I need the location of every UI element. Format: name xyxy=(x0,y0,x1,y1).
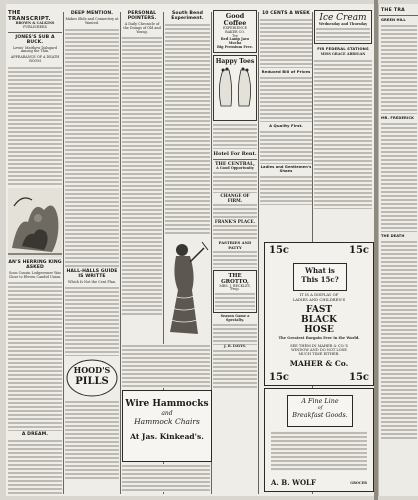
change-of-firm: CHANGE OF FIRM. xyxy=(220,192,250,203)
breakfast-inner-box xyxy=(287,395,353,427)
headline: South Bend Experiment. xyxy=(171,11,204,21)
article-text xyxy=(65,28,119,268)
article-text xyxy=(260,18,312,68)
coffee-ad xyxy=(213,10,257,53)
hoods-brand: HOOD'S xyxy=(73,365,111,376)
breakfast-line3: Breakfast Goods. xyxy=(292,411,348,419)
article-text xyxy=(8,281,62,431)
ice-cream-title: Ice Cream xyxy=(319,13,367,23)
woman-illustration xyxy=(164,236,210,342)
ad-text xyxy=(213,349,257,389)
hammock-ad xyxy=(122,390,212,462)
story-subhead: Soon Cousin Lodgeowner Was Close to Eleven Candid Union. xyxy=(8,270,62,279)
column-rule xyxy=(258,12,259,494)
divider xyxy=(8,32,62,33)
coffee-price: Big Premium Free. xyxy=(217,44,253,49)
feet-illustration xyxy=(215,66,255,110)
happy-toes-ad xyxy=(213,55,257,121)
fir-sub: MISS GRACE ARRIGAN xyxy=(320,51,366,56)
see-line1: SEE THEM IN MAHER & CO.'S xyxy=(290,344,348,348)
display-line1: IT IS A DISPLAY OF xyxy=(299,292,339,297)
ad-text xyxy=(213,250,257,268)
ad-text xyxy=(213,123,257,149)
ice-cream-ad xyxy=(314,10,372,44)
hose-word: HOSE xyxy=(304,325,334,335)
next-page-edge xyxy=(378,4,418,496)
price-bottom-left: 15c xyxy=(269,372,290,383)
article-text xyxy=(65,400,119,480)
tagline: The Greatest Bargain Ever in the World. xyxy=(278,336,360,340)
dream-headline: A DREAM. xyxy=(21,432,49,438)
ad-text xyxy=(213,224,257,240)
hoods-pills: PILLS xyxy=(75,376,109,388)
article-text xyxy=(165,23,210,238)
article-text xyxy=(8,66,62,186)
column-5 xyxy=(213,10,257,496)
maher-name: MAHER & Co. xyxy=(289,359,349,368)
article-text xyxy=(314,59,372,209)
wolf-grocer: GROCER xyxy=(350,481,367,486)
column-6 xyxy=(260,10,312,260)
black-word: BLACK xyxy=(301,315,337,325)
price-top-left: 15c xyxy=(269,245,290,256)
fast-word: FAST xyxy=(305,305,333,315)
central-heading: THE CENTRAL, xyxy=(215,161,255,167)
newspaper-page xyxy=(6,4,374,496)
hotel-for-rent: Hotel For Rent. xyxy=(213,150,257,157)
next-page-head2: MR. FREDERICK xyxy=(381,116,414,120)
question-line2: This 15c? xyxy=(301,275,339,284)
happy-toes-title: Happy Toes xyxy=(215,57,255,65)
headline: PERSONAL POINTERS. xyxy=(127,11,157,21)
hose-ad xyxy=(264,242,374,386)
next-page-title: THE TRA xyxy=(381,8,406,13)
article-text-lower xyxy=(122,344,210,388)
next-page-head3: THE DEATH xyxy=(381,234,405,238)
central-sub: A Good Opportunity xyxy=(216,165,254,170)
column-2 xyxy=(65,10,119,496)
story-headline: AN'S HERRING KING ASKED xyxy=(8,259,62,270)
grotto-ad xyxy=(213,270,257,314)
price-bottom-right: 15c xyxy=(348,372,369,383)
article-text xyxy=(260,76,312,122)
hammock-line1: Wire Hammocks xyxy=(125,399,209,409)
masthead-publisher: BROWN & CALKINS xyxy=(15,21,55,25)
coffee-sub1: EXPERIENCE xyxy=(222,26,248,30)
price-top-right: 15c xyxy=(348,245,369,256)
breakfast-line1: A Fine Line xyxy=(301,397,339,405)
masthead-title: THE TRANSCRIPT. xyxy=(8,10,51,22)
column-rule xyxy=(120,12,121,494)
article-text xyxy=(260,130,312,164)
ad-text xyxy=(213,171,257,193)
see-line3: MUCH TIME EITHER. xyxy=(298,352,340,356)
column-7 xyxy=(314,10,372,260)
next-page-head1: GREEN HILL xyxy=(381,18,406,22)
article-text xyxy=(8,439,62,496)
hall-headline: HALL-HALLS GUIDE IS WRITTE xyxy=(66,268,118,279)
ad-text xyxy=(213,323,257,345)
masthead-sub: PUBLISHERS xyxy=(23,24,47,29)
article-text xyxy=(260,175,312,205)
hoods-pills-ad xyxy=(65,358,119,398)
hammock-line4: At Jas. Kinkead's. xyxy=(130,432,204,441)
ice-cream-sub: Wednesday and Thursday xyxy=(318,22,368,26)
hall-subhead: Which Is Not the Cent Plan. xyxy=(67,279,117,284)
article-text xyxy=(122,36,162,316)
franks-place: FRANK'S PLACE. xyxy=(214,218,256,224)
shoes-heading: Ladies and Gentlemen's Shoes xyxy=(260,165,312,173)
engraving-illustration xyxy=(8,188,62,258)
coffee-sub2: BAKER CO. xyxy=(225,29,245,34)
davis-name: J. B. DAVIS. xyxy=(224,343,246,348)
article-text-bottom xyxy=(122,464,210,492)
patterns-heading: PASTRIES AND PATTY xyxy=(218,239,252,250)
hammock-line2: and xyxy=(161,410,173,417)
coffee-title: Good Coffee xyxy=(223,12,247,27)
column-1 xyxy=(8,10,62,496)
wolf-name: A. B. WOLF xyxy=(271,478,316,487)
subhead: Lewis' Matthew Dalsgard Among the Thin. xyxy=(13,45,57,54)
cents-heading: 10 CENTS A WEEK xyxy=(262,11,310,16)
see-line2: WINDOW AND DO NOT LOSE xyxy=(291,348,347,352)
question-line1: What is xyxy=(305,266,335,275)
quality-first: A Quality First. xyxy=(269,123,303,128)
reduced-prices: Reduced Bill of Prices xyxy=(261,69,311,74)
coffee-try: Try xyxy=(232,33,238,38)
fir-heading: FIR FEDERAL STATIONS xyxy=(317,45,369,51)
breakfast-line2: of xyxy=(317,405,323,411)
deck: APPEARANCE OF A DEATH ROOM xyxy=(10,55,60,63)
ad-text xyxy=(213,203,257,219)
subhead: A Daily Chronicle of the Doings of Old and Young. xyxy=(123,22,161,34)
season-game: Season Game a Specialty. xyxy=(220,314,250,322)
grotto-sub: MRS. J. BECKLEY, Prop. xyxy=(219,283,251,292)
question-box xyxy=(293,263,347,291)
column-rule xyxy=(63,12,64,494)
grotto-title: THE GROTTO, xyxy=(221,272,249,285)
headline: DEEP MENTION. xyxy=(70,11,114,16)
breakfast-list xyxy=(271,431,367,471)
article-text xyxy=(65,286,119,356)
headline: JONES'S SUB A BUCK. xyxy=(15,34,55,45)
coffee-brand: Red Lamp Javo Mocha xyxy=(220,37,250,46)
hammock-line3: Hammock Chairs xyxy=(134,417,200,426)
subhead: Makes Slide and Connectiry at Wanted. xyxy=(65,17,119,25)
display-line2: LADIES AND CHILDREN'S xyxy=(292,297,346,302)
breakfast-ad xyxy=(264,388,374,492)
